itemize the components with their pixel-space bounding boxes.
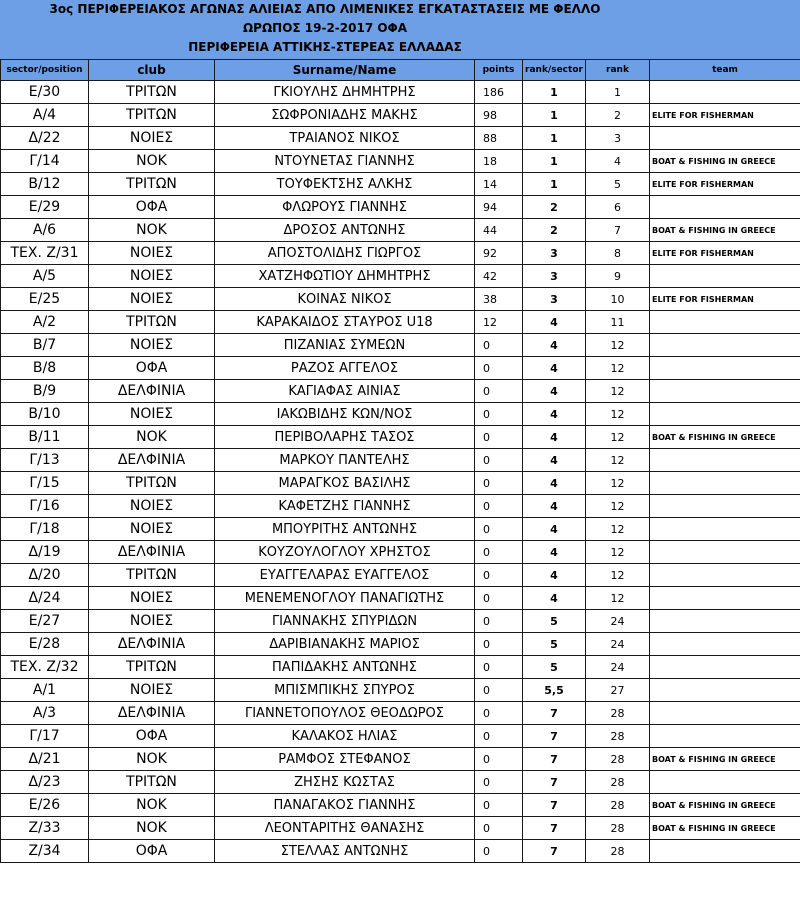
team-cell: BOAT & FISHING IN GREECE xyxy=(650,150,800,173)
rank-sector-cell: 5 xyxy=(523,656,586,679)
team-cell: BOAT & FISHING IN GREECE xyxy=(650,794,800,817)
points-cell: 0 xyxy=(475,518,523,541)
rank-sector-cell: 3 xyxy=(523,288,586,311)
rank-cell: 12 xyxy=(586,541,650,564)
col-header-name: Surname/Name xyxy=(215,60,475,81)
rank-sector-cell: 4 xyxy=(523,311,586,334)
rank-sector-cell: 4 xyxy=(523,541,586,564)
col-header-points: points xyxy=(475,60,523,81)
athlete-name-cell: ΠΙΖΑΝΙΑΣ ΣΥΜΕΩΝ xyxy=(215,334,475,357)
club-cell: ΤΡΙΤΩΝ xyxy=(89,564,215,587)
rank-sector-cell: 3 xyxy=(523,242,586,265)
points-cell: 0 xyxy=(475,426,523,449)
sector-cell: Δ/22 xyxy=(1,127,89,150)
athlete-name-cell: ΜΠΙΣΜΠΙΚΗΣ ΣΠΥΡΟΣ xyxy=(215,679,475,702)
athlete-name-cell: ΤΟΥΦΕΚΤΣΗΣ ΑΛΚΗΣ xyxy=(215,173,475,196)
team-cell xyxy=(650,725,800,748)
rank-cell: 7 xyxy=(586,219,650,242)
club-cell: ΝΟΙΕΣ xyxy=(89,610,215,633)
club-cell: ΝΟΙΕΣ xyxy=(89,403,215,426)
sector-cell: Ε/29 xyxy=(1,196,89,219)
points-cell: 0 xyxy=(475,656,523,679)
team-cell: BOAT & FISHING IN GREECE xyxy=(650,426,800,449)
results-table xyxy=(0,59,800,863)
rank-sector-cell: 4 xyxy=(523,472,586,495)
sheet-header xyxy=(0,0,800,60)
team-cell xyxy=(650,702,800,725)
club-cell: ΝΟΚ xyxy=(89,794,215,817)
rank-sector-cell: 7 xyxy=(523,840,586,863)
table-row xyxy=(1,656,800,679)
athlete-name-cell: ΓΙΑΝΝΑΚΗΣ ΣΠΥΡΙΔΩΝ xyxy=(215,610,475,633)
club-cell: ΝΟΚ xyxy=(89,219,215,242)
rank-sector-cell: 4 xyxy=(523,426,586,449)
athlete-name-cell: ΛΕΟΝΤΑΡΙΤΗΣ ΘΑΝΑΣΗΣ xyxy=(215,817,475,840)
rank-cell: 24 xyxy=(586,656,650,679)
athlete-name-cell: ΚΑΛΑΚΟΣ ΗΛΙΑΣ xyxy=(215,725,475,748)
club-cell: ΟΦΑ xyxy=(89,357,215,380)
club-cell: ΔΕΛΦΙΝΙΑ xyxy=(89,702,215,725)
team-cell xyxy=(650,127,800,150)
table-row xyxy=(1,771,800,794)
athlete-name-cell: ΜΕΝΕΜΕΝΟΓΛΟΥ ΠΑΝΑΓΙΩΤΗΣ xyxy=(215,587,475,610)
points-cell: 0 xyxy=(475,840,523,863)
sector-cell: Β/11 xyxy=(1,426,89,449)
club-cell: ΤΡΙΤΩΝ xyxy=(89,81,215,104)
athlete-name-cell: ΣΤΕΛΛΑΣ ΑΝΤΩΝΗΣ xyxy=(215,840,475,863)
points-cell: 0 xyxy=(475,633,523,656)
rank-sector-cell: 2 xyxy=(523,196,586,219)
athlete-name-cell: ΚΟΥΖΟΥΛΟΓΛΟΥ ΧΡΗΣΤΟΣ xyxy=(215,541,475,564)
club-cell: ΝΟΙΕΣ xyxy=(89,288,215,311)
rank-cell: 28 xyxy=(586,725,650,748)
athlete-name-cell: ΡΑΜΦΟΣ ΣΤΕΦΑΝΟΣ xyxy=(215,748,475,771)
points-cell: 0 xyxy=(475,725,523,748)
team-cell xyxy=(650,679,800,702)
results-body xyxy=(1,81,800,863)
table-row xyxy=(1,610,800,633)
points-cell: 0 xyxy=(475,403,523,426)
team-cell xyxy=(650,610,800,633)
table-row xyxy=(1,840,800,863)
table-row xyxy=(1,403,800,426)
athlete-name-cell: ΚΑΡΑΚΑΙΔΟΣ ΣΤΑΥΡΟΣ U18 xyxy=(215,311,475,334)
club-cell: ΝΟΙΕΣ xyxy=(89,587,215,610)
points-cell: 0 xyxy=(475,472,523,495)
rank-cell: 28 xyxy=(586,840,650,863)
points-cell: 0 xyxy=(475,334,523,357)
sector-cell: Α/3 xyxy=(1,702,89,725)
sector-cell: Β/12 xyxy=(1,173,89,196)
athlete-name-cell: ΙΑΚΩΒΙΔΗΣ ΚΩΝ/ΝΟΣ xyxy=(215,403,475,426)
club-cell: ΝΟΚ xyxy=(89,426,215,449)
table-row xyxy=(1,288,800,311)
table-row xyxy=(1,564,800,587)
team-cell xyxy=(650,311,800,334)
rank-sector-cell: 4 xyxy=(523,449,586,472)
club-cell: ΔΕΛΦΙΝΙΑ xyxy=(89,449,215,472)
team-cell: ELITE FOR FISHERMAN xyxy=(650,242,800,265)
team-cell xyxy=(650,81,800,104)
rank-cell: 2 xyxy=(586,104,650,127)
points-cell: 0 xyxy=(475,817,523,840)
points-cell: 44 xyxy=(475,219,523,242)
table-row xyxy=(1,104,800,127)
sector-cell: Δ/20 xyxy=(1,564,89,587)
club-cell: ΝΟΙΕΣ xyxy=(89,679,215,702)
athlete-name-cell: ΚΑΓΙΑΦΑΣ ΑΙΝΙΑΣ xyxy=(215,380,475,403)
rank-cell: 10 xyxy=(586,288,650,311)
sector-cell: Ζ/34 xyxy=(1,840,89,863)
table-row xyxy=(1,518,800,541)
club-cell: ΤΡΙΤΩΝ xyxy=(89,311,215,334)
sector-cell: Ε/27 xyxy=(1,610,89,633)
rank-cell: 8 xyxy=(586,242,650,265)
points-cell: 14 xyxy=(475,173,523,196)
points-cell: 0 xyxy=(475,794,523,817)
athlete-name-cell: ΜΠΟΥΡΙΤΗΣ ΑΝΤΩΝΗΣ xyxy=(215,518,475,541)
sector-cell: Ε/26 xyxy=(1,794,89,817)
club-cell: ΝΟΚ xyxy=(89,150,215,173)
rank-sector-cell: 5,5 xyxy=(523,679,586,702)
sector-cell: Γ/17 xyxy=(1,725,89,748)
rank-cell: 12 xyxy=(586,426,650,449)
table-row xyxy=(1,150,800,173)
rank-sector-cell: 5 xyxy=(523,610,586,633)
club-cell: ΤΡΙΤΩΝ xyxy=(89,173,215,196)
team-cell xyxy=(650,357,800,380)
rank-sector-cell: 1 xyxy=(523,104,586,127)
club-cell: ΝΟΙΕΣ xyxy=(89,518,215,541)
team-cell xyxy=(650,196,800,219)
table-row xyxy=(1,587,800,610)
sector-cell: Α/5 xyxy=(1,265,89,288)
sector-cell: Ε/25 xyxy=(1,288,89,311)
table-row xyxy=(1,794,800,817)
rank-sector-cell: 7 xyxy=(523,794,586,817)
club-cell: ΔΕΛΦΙΝΙΑ xyxy=(89,633,215,656)
team-cell xyxy=(650,334,800,357)
points-cell: 0 xyxy=(475,702,523,725)
club-cell: ΟΦΑ xyxy=(89,196,215,219)
rank-sector-cell: 7 xyxy=(523,748,586,771)
col-header-sector: sector/position xyxy=(1,60,89,81)
club-cell: ΤΡΙΤΩΝ xyxy=(89,472,215,495)
rank-sector-cell: 7 xyxy=(523,702,586,725)
table-row xyxy=(1,541,800,564)
athlete-name-cell: ΚΟΙΝΑΣ ΝΙΚΟΣ xyxy=(215,288,475,311)
team-cell: ELITE FOR FISHERMAN xyxy=(650,104,800,127)
athlete-name-cell: ΓΚΙΟΥΛΗΣ ΔΗΜΗΤΡΗΣ xyxy=(215,81,475,104)
rank-cell: 12 xyxy=(586,449,650,472)
rank-cell: 4 xyxy=(586,150,650,173)
team-cell xyxy=(650,633,800,656)
athlete-name-cell: ΔΡΟΣΟΣ ΑΝΤΩΝΗΣ xyxy=(215,219,475,242)
rank-sector-cell: 3 xyxy=(523,265,586,288)
rank-cell: 28 xyxy=(586,771,650,794)
sector-cell: Β/10 xyxy=(1,403,89,426)
table-row xyxy=(1,495,800,518)
sector-cell: ΤΕΧ. Ζ/31 xyxy=(1,242,89,265)
table-row xyxy=(1,748,800,771)
rank-sector-cell: 7 xyxy=(523,817,586,840)
rank-cell: 12 xyxy=(586,357,650,380)
sector-cell: Γ/14 xyxy=(1,150,89,173)
sector-cell: Δ/21 xyxy=(1,748,89,771)
rank-sector-cell: 1 xyxy=(523,173,586,196)
club-cell: ΤΡΙΤΩΝ xyxy=(89,656,215,679)
points-cell: 0 xyxy=(475,679,523,702)
rank-cell: 11 xyxy=(586,311,650,334)
rank-cell: 12 xyxy=(586,518,650,541)
team-cell: ELITE FOR FISHERMAN xyxy=(650,173,800,196)
points-cell: 0 xyxy=(475,380,523,403)
table-row xyxy=(1,265,800,288)
team-cell: ELITE FOR FISHERMAN xyxy=(650,288,800,311)
club-cell: ΝΟΚ xyxy=(89,748,215,771)
table-row xyxy=(1,311,800,334)
athlete-name-cell: ΠΕΡΙΒΟΛΑΡΗΣ ΤΑΣΟΣ xyxy=(215,426,475,449)
club-cell: ΟΦΑ xyxy=(89,725,215,748)
col-header-club: club xyxy=(89,60,215,81)
athlete-name-cell: ΑΠΟΣΤΟΛΙΔΗΣ ΓΙΩΡΓΟΣ xyxy=(215,242,475,265)
rank-cell: 6 xyxy=(586,196,650,219)
points-cell: 0 xyxy=(475,610,523,633)
points-cell: 0 xyxy=(475,564,523,587)
points-cell: 0 xyxy=(475,541,523,564)
team-cell xyxy=(650,449,800,472)
table-row xyxy=(1,725,800,748)
rank-sector-cell: 1 xyxy=(523,150,586,173)
rank-sector-cell: 5 xyxy=(523,633,586,656)
athlete-name-cell: ΓΙΑΝΝΕΤΟΠΟΥΛΟΣ ΘΕΟΔΩΡΟΣ xyxy=(215,702,475,725)
athlete-name-cell: ΖΗΣΗΣ ΚΩΣΤΑΣ xyxy=(215,771,475,794)
athlete-name-cell: ΧΑΤΖΗΦΩΤΙΟΥ ΔΗΜΗΤΡΗΣ xyxy=(215,265,475,288)
sector-cell: Α/1 xyxy=(1,679,89,702)
athlete-name-cell: ΜΑΡΑΓΚΟΣ ΒΑΣΙΛΗΣ xyxy=(215,472,475,495)
team-cell: BOAT & FISHING IN GREECE xyxy=(650,748,800,771)
points-cell: 186 xyxy=(475,81,523,104)
club-cell: ΝΟΙΕΣ xyxy=(89,495,215,518)
table-row xyxy=(1,196,800,219)
rank-cell: 1 xyxy=(586,81,650,104)
team-cell xyxy=(650,541,800,564)
rank-cell: 12 xyxy=(586,380,650,403)
rank-sector-cell: 4 xyxy=(523,334,586,357)
table-row xyxy=(1,449,800,472)
club-cell: ΝΟΚ xyxy=(89,817,215,840)
rank-sector-cell: 4 xyxy=(523,495,586,518)
team-cell: BOAT & FISHING IN GREECE xyxy=(650,219,800,242)
sector-cell: Δ/19 xyxy=(1,541,89,564)
team-cell xyxy=(650,840,800,863)
rank-sector-cell: 4 xyxy=(523,380,586,403)
rank-cell: 12 xyxy=(586,495,650,518)
team-cell xyxy=(650,587,800,610)
rank-sector-cell: 2 xyxy=(523,219,586,242)
team-cell xyxy=(650,265,800,288)
points-cell: 0 xyxy=(475,587,523,610)
sector-cell: Ε/30 xyxy=(1,81,89,104)
points-cell: 94 xyxy=(475,196,523,219)
table-row xyxy=(1,173,800,196)
points-cell: 88 xyxy=(475,127,523,150)
rank-cell: 24 xyxy=(586,633,650,656)
athlete-name-cell: ΡΑΖΟΣ ΑΓΓΕΛΟΣ xyxy=(215,357,475,380)
points-cell: 0 xyxy=(475,449,523,472)
rank-sector-cell: 4 xyxy=(523,518,586,541)
rank-cell: 28 xyxy=(586,702,650,725)
athlete-name-cell: ΦΛΩΡΟΥΣ ΓΙΑΝΝΗΣ xyxy=(215,196,475,219)
club-cell: ΤΡΙΤΩΝ xyxy=(89,104,215,127)
table-row xyxy=(1,81,800,104)
rank-sector-cell: 4 xyxy=(523,403,586,426)
points-cell: 18 xyxy=(475,150,523,173)
team-cell xyxy=(650,771,800,794)
rank-cell: 24 xyxy=(586,610,650,633)
sector-cell: Γ/13 xyxy=(1,449,89,472)
club-cell: ΝΟΙΕΣ xyxy=(89,334,215,357)
column-header-row xyxy=(1,60,800,81)
rank-sector-cell: 7 xyxy=(523,725,586,748)
athlete-name-cell: ΤΡΑΙΑΝΟΣ ΝΙΚΟΣ xyxy=(215,127,475,150)
sector-cell: Β/8 xyxy=(1,357,89,380)
table-row xyxy=(1,242,800,265)
sector-cell: Γ/16 xyxy=(1,495,89,518)
rank-cell: 12 xyxy=(586,587,650,610)
venue-date: ΩΡΩΠΟΣ 19-2-2017 ΟΦΑ xyxy=(242,21,408,35)
table-row xyxy=(1,426,800,449)
points-cell: 0 xyxy=(475,357,523,380)
athlete-name-cell: ΕΥΑΓΓΕΛΑΡΑΣ ΕΥΑΓΓΕΛΟΣ xyxy=(215,564,475,587)
club-cell: ΔΕΛΦΙΝΙΑ xyxy=(89,380,215,403)
sector-cell: ΤΕΧ. Ζ/32 xyxy=(1,656,89,679)
rank-cell: 9 xyxy=(586,265,650,288)
table-row xyxy=(1,679,800,702)
sector-cell: Α/2 xyxy=(1,311,89,334)
sector-cell: Γ/15 xyxy=(1,472,89,495)
rank-cell: 12 xyxy=(586,472,650,495)
rank-sector-cell: 1 xyxy=(523,127,586,150)
rank-sector-cell: 7 xyxy=(523,771,586,794)
rank-sector-cell: 4 xyxy=(523,564,586,587)
team-cell xyxy=(650,472,800,495)
points-cell: 0 xyxy=(475,748,523,771)
points-cell: 92 xyxy=(475,242,523,265)
header-text-block xyxy=(0,0,650,57)
table-row xyxy=(1,472,800,495)
sector-cell: Α/4 xyxy=(1,104,89,127)
athlete-name-cell: ΚΑΦΕΤΖΗΣ ΓΙΑΝΝΗΣ xyxy=(215,495,475,518)
athlete-name-cell: ΣΩΦΡΟΝΙΑΔΗΣ ΜΑΚΗΣ xyxy=(215,104,475,127)
club-cell: ΝΟΙΕΣ xyxy=(89,265,215,288)
team-cell: BOAT & FISHING IN GREECE xyxy=(650,817,800,840)
sector-cell: Β/7 xyxy=(1,334,89,357)
sector-cell: Β/9 xyxy=(1,380,89,403)
rank-cell: 28 xyxy=(586,748,650,771)
col-header-team: team xyxy=(650,60,800,81)
region-title: ΠΕΡΙΦΕΡΕΙΑ ΑΤΤΙΚΗΣ-ΣΤΕΡΕΑΣ ΕΛΛΑΔΑΣ xyxy=(188,40,462,54)
table-row xyxy=(1,817,800,840)
rank-cell: 12 xyxy=(586,334,650,357)
athlete-name-cell: ΔΑΡΙΒΙΑΝΑΚΗΣ ΜΑΡΙΟΣ xyxy=(215,633,475,656)
athlete-name-cell: ΠΑΠΙΔΑΚΗΣ ΑΝΤΩΝΗΣ xyxy=(215,656,475,679)
team-cell xyxy=(650,518,800,541)
table-row xyxy=(1,357,800,380)
rank-cell: 12 xyxy=(586,403,650,426)
athlete-name-cell: ΠΑΝΑΓΑΚΟΣ ΓΙΑΝΝΗΣ xyxy=(215,794,475,817)
rank-cell: 28 xyxy=(586,794,650,817)
club-cell: ΤΡΙΤΩΝ xyxy=(89,771,215,794)
club-cell: ΝΟΙΕΣ xyxy=(89,242,215,265)
points-cell: 42 xyxy=(475,265,523,288)
table-row xyxy=(1,334,800,357)
rank-sector-cell: 4 xyxy=(523,587,586,610)
table-row xyxy=(1,702,800,725)
points-cell: 98 xyxy=(475,104,523,127)
team-cell xyxy=(650,564,800,587)
points-cell: 0 xyxy=(475,495,523,518)
rank-sector-cell: 4 xyxy=(523,357,586,380)
team-cell xyxy=(650,380,800,403)
col-header-rank: rank xyxy=(586,60,650,81)
club-cell: ΝΟΙΕΣ xyxy=(89,127,215,150)
competition-title: 3ος ΠΕΡΙΦΕΡΕΙΑΚΟΣ ΑΓΩΝΑΣ ΑΛΙΕΙΑΣ ΑΠΟ ΛΙΜΕΝΙΚΕΣ ΕΓΚΑΤΑΣΤΑΣΕΙΣ ΜΕ ΦΕΛΛΟ xyxy=(49,2,601,16)
table-row xyxy=(1,127,800,150)
points-cell: 38 xyxy=(475,288,523,311)
table-row xyxy=(1,633,800,656)
sector-cell: Ε/28 xyxy=(1,633,89,656)
sector-cell: Δ/24 xyxy=(1,587,89,610)
col-header-rank-sector: rank/sector xyxy=(523,60,586,81)
sector-cell: Γ/18 xyxy=(1,518,89,541)
athlete-name-cell: ΜΑΡΚΟΥ ΠΑΝΤΕΛΗΣ xyxy=(215,449,475,472)
rank-cell: 3 xyxy=(586,127,650,150)
athlete-name-cell: ΝΤΟΥΝΕΤΑΣ ΓΙΑΝΝΗΣ xyxy=(215,150,475,173)
rank-cell: 27 xyxy=(586,679,650,702)
rank-sector-cell: 1 xyxy=(523,81,586,104)
table-row xyxy=(1,380,800,403)
points-cell: 12 xyxy=(475,311,523,334)
sector-cell: Α/6 xyxy=(1,219,89,242)
rank-cell: 28 xyxy=(586,817,650,840)
club-cell: ΟΦΑ xyxy=(89,840,215,863)
rank-cell: 12 xyxy=(586,564,650,587)
club-cell: ΔΕΛΦΙΝΙΑ xyxy=(89,541,215,564)
sector-cell: Δ/23 xyxy=(1,771,89,794)
sector-cell: Ζ/33 xyxy=(1,817,89,840)
rank-cell: 5 xyxy=(586,173,650,196)
points-cell: 0 xyxy=(475,771,523,794)
table-row xyxy=(1,219,800,242)
team-cell xyxy=(650,495,800,518)
team-cell xyxy=(650,403,800,426)
team-cell xyxy=(650,656,800,679)
